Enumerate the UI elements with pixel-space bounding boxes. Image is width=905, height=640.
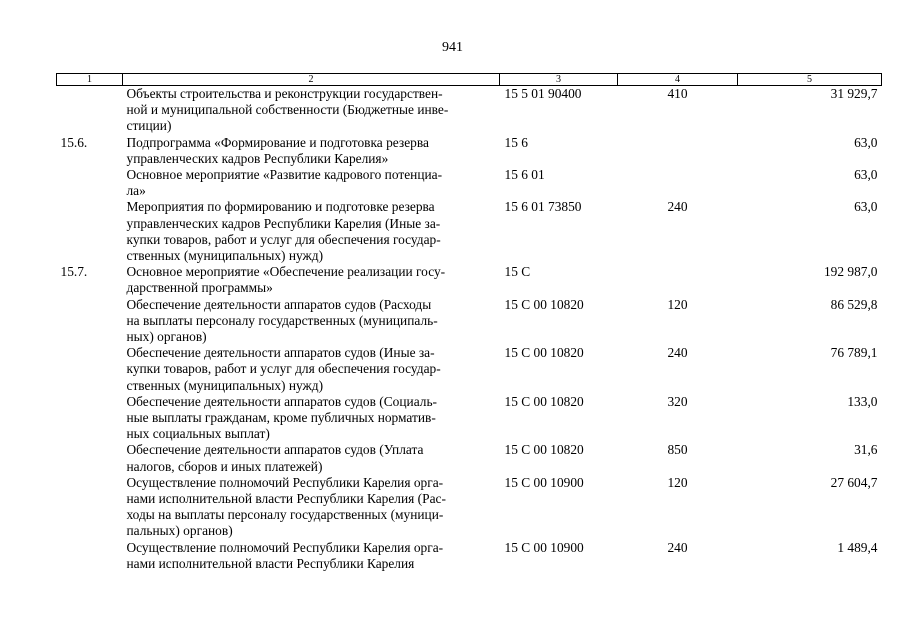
row-name-line: Основное мероприятие «Развитие кадрового потенциа-: [126, 167, 443, 183]
row-expense-type: 320: [667, 393, 688, 409]
row-name-line: Обеспечение деятельности аппаратов судов (Расходы: [126, 296, 432, 312]
row-name-line: Мероприятия по формированию и подготовке резерва: [126, 199, 435, 215]
row-target-code: 15 6 01 73850: [504, 199, 582, 215]
row-number: [57, 540, 123, 572]
row-target-code: 15 5 01 90400: [504, 86, 582, 101]
row-target-code: 15 С 00 10820: [504, 345, 584, 361]
row-amount: 1 489,4: [837, 539, 878, 555]
row-name: [123, 297, 500, 346]
row-target-code: 15 С 00 10820: [504, 296, 584, 312]
row-expense-type: [618, 264, 738, 296]
row-name-line: нами исполнительной власти Республики Карелия: [126, 555, 415, 571]
row-target-code: 15 С: [504, 264, 531, 280]
row-target-code: 15 С 00 10820: [504, 393, 584, 409]
row-name-line: ные выплаты гражданам, кроме публичных норматив-: [126, 410, 436, 426]
row-name-line: Основное мероприятие «Обеспечение реализации госу-: [126, 264, 446, 280]
row-name-line: ной и муниципальной собственности (Бюджетные инве-: [126, 102, 449, 118]
row-target-code: 15 С 00 10900: [504, 474, 584, 490]
row-name-line: Обеспечение деятельности аппаратов судов (Уплата: [126, 442, 424, 458]
header-col-1: 1: [57, 74, 123, 86]
row-number: 15.6.: [60, 134, 88, 150]
row-amount: 76 789,1: [830, 345, 878, 361]
row-target-code: 15 6: [504, 134, 528, 150]
table-row: [57, 86, 882, 135]
row-number: [57, 297, 123, 346]
table-row: [57, 475, 882, 540]
row-number: [57, 199, 123, 264]
row-name-line: на выплаты персоналу государственных (муниципаль-: [126, 312, 438, 328]
header-col-3: 3: [500, 74, 618, 86]
row-name-line: Осуществление полномочий Республики Карелия орга-: [126, 474, 444, 490]
row-name-line: ственных (муниципальных) нужд): [126, 248, 324, 264]
row-target-code: 15 С 00 10820: [504, 442, 584, 458]
header-col-5: 5: [738, 74, 882, 86]
row-name-line: пальных) органов): [126, 523, 233, 539]
table-row: [57, 167, 882, 199]
row-amount: 31,6: [854, 442, 878, 458]
row-number: [57, 394, 123, 443]
row-number: [57, 345, 123, 394]
table-header: [57, 74, 882, 86]
table-row: [57, 442, 882, 474]
row-name-line: ных) органов): [126, 329, 207, 345]
row-name-line: Обеспечение деятельности аппаратов судов (Социаль-: [126, 393, 438, 409]
row-name-line: ственных (муниципальных) нужд): [126, 377, 324, 393]
row-expense-type: 410: [667, 86, 688, 101]
row-name-line: Объекты строительства и реконструкции государствен-: [126, 86, 443, 101]
row-name: [123, 264, 500, 296]
row-number: [57, 86, 123, 135]
row-name-line: ных социальных выплат): [126, 426, 270, 442]
row-name-line: ходы на выплаты персоналу государственных (муници-: [126, 507, 444, 523]
header-col-2: 2: [123, 74, 500, 86]
row-amount: 63,0: [854, 167, 878, 183]
table-body: [57, 86, 882, 573]
row-name-line: дарственной программы»: [126, 280, 273, 296]
row-name-line: Подпрограмма «Формирование и подготовка резерва: [126, 134, 429, 150]
row-amount: 63,0: [854, 134, 878, 150]
table-row: [57, 135, 882, 167]
row-expense-type: 120: [667, 296, 688, 312]
row-name-line: купки товаров, работ и услуг для обеспечения государ-: [126, 231, 441, 247]
row-expense-type: 240: [667, 199, 688, 215]
row-number: [57, 442, 123, 474]
row-name-line: нами исполнительной власти Республики Карелия (Рас-: [126, 491, 446, 507]
row-name: [123, 475, 500, 540]
row-name-line: управленческих кадров Республики Карелия»: [126, 150, 389, 166]
row-name: [123, 442, 500, 474]
header-col-4: 4: [618, 74, 738, 86]
row-expense-type: 120: [667, 474, 688, 490]
row-target-code: 15 6 01: [504, 167, 545, 183]
table-row: [57, 540, 882, 572]
row-name-line: Обеспечение деятельности аппаратов судов (Иные за-: [126, 345, 435, 361]
row-expense-type: 850: [667, 442, 688, 458]
row-expense-type: 240: [667, 345, 688, 361]
row-name: [123, 394, 500, 443]
row-name-line: ла»: [126, 183, 146, 199]
table-row: [57, 297, 882, 346]
page-number: 941: [442, 40, 463, 55]
row-number: [57, 475, 123, 540]
row-target-code: 15 С 00 10900: [504, 539, 584, 555]
row-amount: 192 987,0: [823, 264, 878, 280]
row-expense-type: [618, 167, 738, 199]
row-number: 15.7.: [60, 264, 88, 280]
row-amount: 63,0: [854, 199, 878, 215]
row-name: [123, 167, 500, 199]
row-name: [123, 199, 500, 264]
row-expense-type: [618, 135, 738, 167]
row-name: [123, 86, 500, 135]
row-name: [123, 540, 500, 572]
row-number: [57, 167, 123, 199]
row-amount: 133,0: [847, 393, 878, 409]
row-name-line: купки товаров, работ и услуг для обеспечения государ-: [126, 361, 441, 377]
row-name: [123, 345, 500, 394]
row-name: [123, 135, 500, 167]
table-row: [57, 345, 882, 394]
table-row: [57, 199, 882, 264]
row-name-line: управленческих кадров Республики Карелия (Иные за-: [126, 215, 441, 231]
row-amount: 27 604,7: [830, 474, 878, 490]
row-amount: 31 929,7: [830, 86, 878, 101]
row-name-line: Осуществление полномочий Республики Карелия орга-: [126, 539, 444, 555]
budget-table: [56, 73, 882, 572]
row-name-line: стиции): [126, 118, 172, 134]
table-row: [57, 264, 882, 296]
table-row: [57, 394, 882, 443]
row-amount: 86 529,8: [830, 296, 878, 312]
row-expense-type: 240: [667, 539, 688, 555]
row-name-line: налогов, сборов и иных платежей): [126, 458, 323, 474]
